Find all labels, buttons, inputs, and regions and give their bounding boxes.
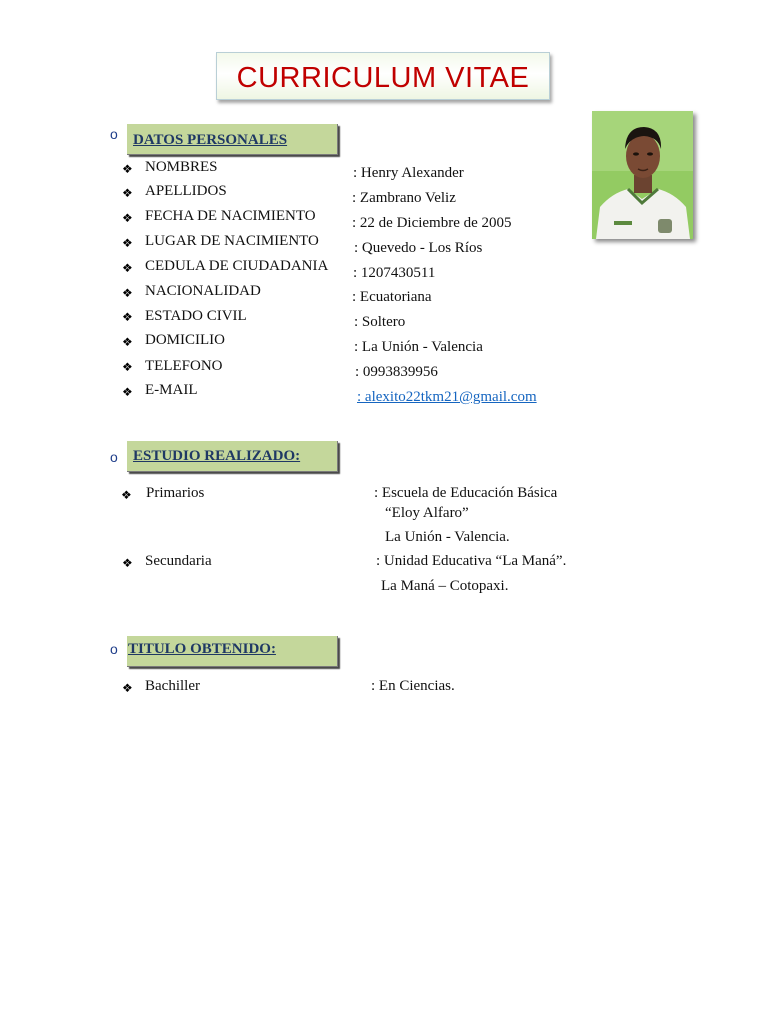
label-cedula: CEDULA DE CIUDADANIA xyxy=(145,258,329,274)
bullet-diamond: ❖ xyxy=(122,261,133,275)
value-fecha-nacimiento: : 22 de Diciembre de 2005 xyxy=(352,215,512,231)
email-link[interactable]: : alexito22tkm21@gmail.com xyxy=(357,389,537,405)
section-header-studies xyxy=(127,441,338,472)
value-secundaria-school: : Unidad Educativa “La Maná”. xyxy=(376,553,567,569)
section-bullet-studies: o xyxy=(110,449,118,465)
value-lugar-nacimiento: : Quevedo - Los Ríos xyxy=(354,240,483,256)
section-header-degree xyxy=(127,636,338,667)
label-secundaria: Secundaria xyxy=(145,553,212,569)
value-estado-civil: : Soltero xyxy=(354,314,406,330)
bullet-diamond: ❖ xyxy=(122,360,133,374)
value-cedula: : 1207430511 xyxy=(353,265,436,281)
bullet-diamond: ❖ xyxy=(122,186,133,200)
bullet-diamond: ❖ xyxy=(122,162,133,176)
bullet-diamond: ❖ xyxy=(122,211,133,225)
value-primarios-school: : Escuela de Educación Básica xyxy=(374,485,558,501)
bullet-diamond: ❖ xyxy=(122,681,133,695)
label-bachiller: Bachiller xyxy=(145,678,200,694)
bullet-diamond: ❖ xyxy=(122,236,133,250)
value-domicilio: : La Unión - Valencia xyxy=(354,339,483,355)
value-secundaria-place: La Maná – Cotopaxi. xyxy=(381,578,509,594)
section-title-degree: TITULO OBTENIDO: xyxy=(128,641,276,657)
section-header-personal xyxy=(127,124,338,155)
label-primarios: Primarios xyxy=(146,485,205,501)
section-title-personal: DATOS PERSONALES xyxy=(133,132,288,148)
bullet-diamond: ❖ xyxy=(122,556,133,570)
label-apellidos: APELLIDOS xyxy=(145,183,227,199)
label-domicilio: DOMICILIO xyxy=(145,332,225,348)
section-title-studies: ESTUDIO REALIZADO: xyxy=(133,448,301,464)
profile-photo xyxy=(592,111,693,239)
label-fecha-nacimiento: FECHA DE NACIMIENTO xyxy=(145,208,316,224)
value-nacionalidad: : Ecuatoriana xyxy=(352,289,432,305)
label-email: E-MAIL xyxy=(145,382,198,398)
bullet-diamond: ❖ xyxy=(122,286,133,300)
profile-photo-image xyxy=(592,111,693,239)
label-telefono: TELEFONO xyxy=(145,358,223,374)
value-primarios-place: La Unión - Valencia. xyxy=(385,529,510,545)
value-apellidos: : Zambrano Veliz xyxy=(352,190,456,206)
label-lugar-nacimiento: LUGAR DE NACIMIENTO xyxy=(145,233,319,249)
title-box xyxy=(216,52,550,100)
bullet-diamond: ❖ xyxy=(122,310,133,324)
bullet-diamond: ❖ xyxy=(121,488,132,502)
bullet-diamond: ❖ xyxy=(122,335,133,349)
value-bachiller: : En Ciencias. xyxy=(371,678,455,694)
value-nombres: : Henry Alexander xyxy=(353,165,464,181)
section-bullet-personal: o xyxy=(110,126,118,142)
section-bullet-degree: o xyxy=(110,641,118,657)
value-primarios-name: “Eloy Alfaro” xyxy=(385,505,469,521)
bullet-diamond: ❖ xyxy=(122,385,133,399)
value-telefono: : 0993839956 xyxy=(355,364,438,380)
document-title: CURRICULUM VITAE xyxy=(236,61,530,94)
label-nombres: NOMBRES xyxy=(145,159,218,175)
label-estado-civil: ESTADO CIVIL xyxy=(145,308,247,324)
label-nacionalidad: NACIONALIDAD xyxy=(145,283,261,299)
